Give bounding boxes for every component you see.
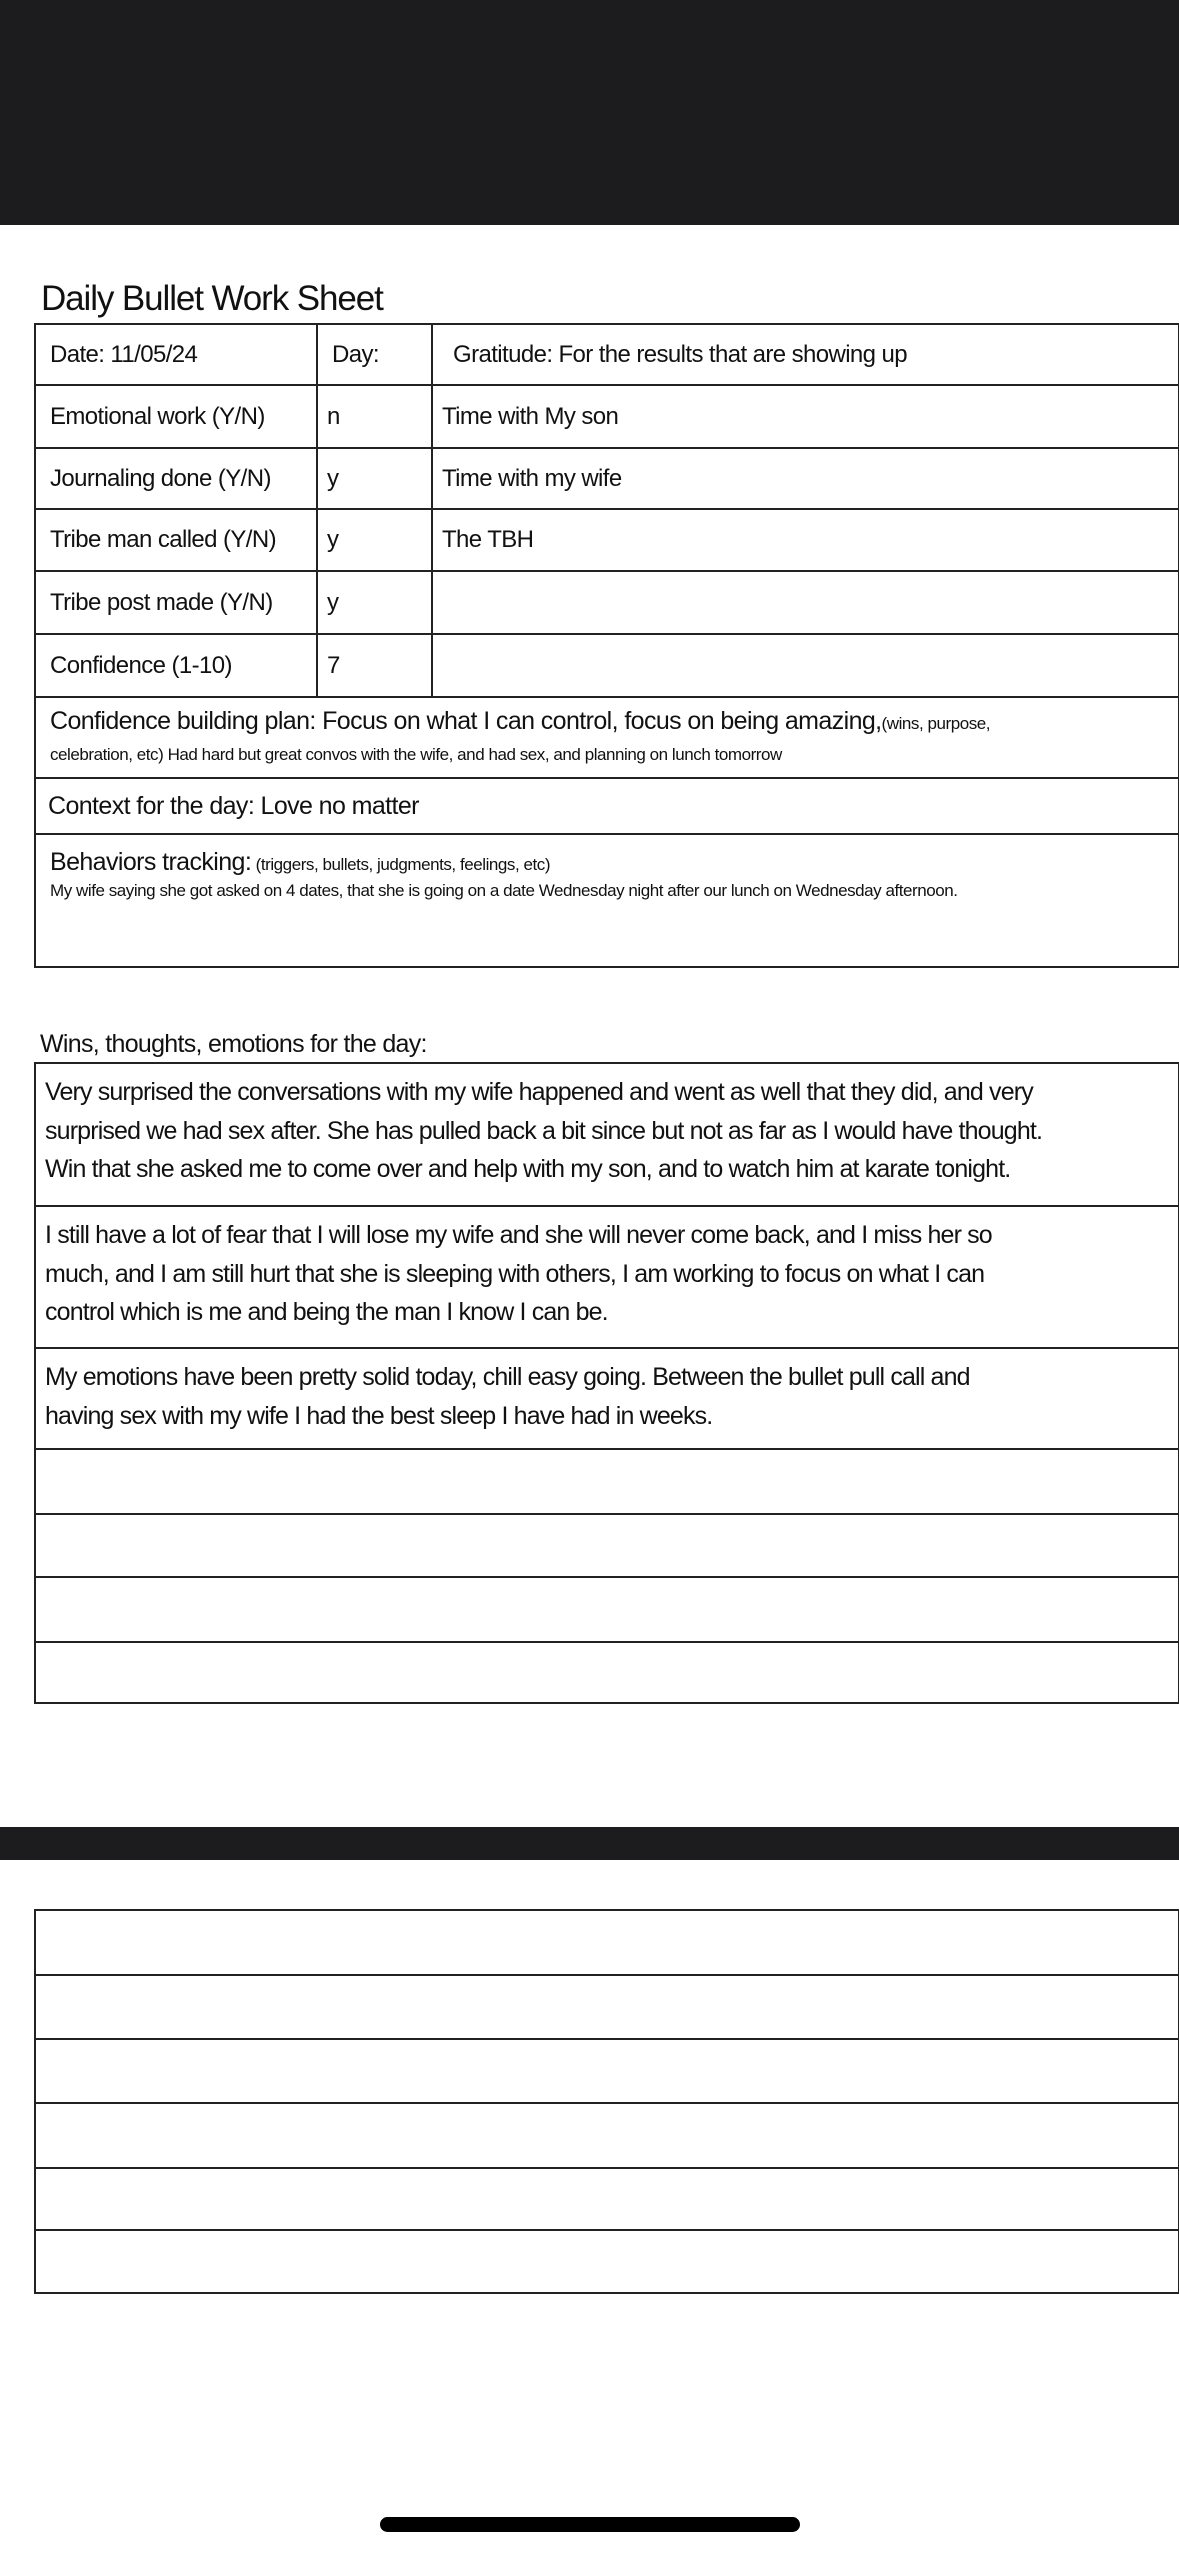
wins-entry-empty[interactable] — [36, 1576, 1178, 1641]
tracker-value[interactable]: n — [316, 386, 431, 447]
top-dark-bar — [0, 0, 1179, 225]
continuation-row[interactable] — [36, 1911, 1178, 1974]
gratitude-item[interactable] — [431, 572, 1178, 633]
behaviors-text: My wife saying she got asked on 4 dates, that she is going on a date Wednesday night after our lunch on Wednesday afternoon. — [50, 881, 958, 900]
behaviors-hint: (triggers, bullets, judgments, feelings, etc) — [255, 855, 551, 874]
header-row — [36, 325, 1178, 384]
wins-entry-line: Very surprised the conversations with my wife happened and went as well that they did, and very — [45, 1078, 1033, 1106]
confidence-plan-hint: (wins, purpose, — [881, 714, 991, 733]
behaviors-label: Behaviors tracking: — [50, 848, 252, 876]
tracker-row-journaling — [36, 447, 1178, 508]
confidence-plan-row[interactable] — [36, 696, 1178, 777]
context-row[interactable] — [36, 777, 1178, 833]
gratitude-item[interactable]: Time with my wife — [431, 449, 1178, 508]
tracker-value[interactable]: y — [316, 510, 431, 570]
tracker-row-tribe-post — [36, 570, 1178, 633]
confidence-plan-line1 — [50, 707, 990, 736]
tracker-row-confidence — [36, 633, 1178, 696]
tracker-value[interactable]: 7 — [316, 635, 431, 696]
wins-entry-line: control which is me and being the man I know I can be. — [45, 1298, 608, 1326]
page-break-bar — [0, 1827, 1179, 1860]
sheet-title: Daily Bullet Work Sheet — [41, 279, 383, 318]
continuation-row[interactable] — [36, 1974, 1178, 2038]
continuation-row[interactable] — [36, 2167, 1178, 2229]
tracker-table — [34, 323, 1179, 968]
day-cell[interactable]: Day: — [316, 325, 431, 384]
gratitude-header-cell[interactable]: Gratitude: For the results that are showing up — [431, 325, 1178, 384]
wins-entry[interactable] — [36, 1064, 1178, 1205]
confidence-plan-text: celebration, etc) Had hard but great convos with the wife, and had sex, and planning on lunch tomorrow — [50, 745, 782, 764]
tracker-row-emotional-work — [36, 384, 1178, 447]
tracker-label: Emotional work (Y/N) — [50, 402, 265, 430]
home-indicator[interactable] — [380, 2517, 800, 2532]
wins-entry-empty[interactable] — [36, 1641, 1178, 1702]
behaviors-row[interactable] — [36, 833, 1178, 970]
tracker-label: Tribe man called (Y/N) — [50, 526, 276, 553]
tracker-row-tribe-called — [36, 508, 1178, 570]
continuation-table — [34, 1909, 1179, 2294]
gratitude-item[interactable] — [431, 635, 1178, 696]
wins-entry-empty[interactable] — [36, 1513, 1178, 1576]
behaviors-heading — [50, 848, 550, 877]
wins-entry-line: surprised we had sex after. She has pulled back a bit since but not as far as I would have thought. — [45, 1117, 1043, 1145]
gratitude-item[interactable]: Time with My son — [431, 386, 1178, 447]
wins-entry-line: having sex with my wife I had the best sleep I have had in weeks. — [45, 1402, 713, 1430]
wins-entry-line: Win that she asked me to come over and help with my son, and to watch him at karate tonight. — [45, 1155, 1011, 1183]
tracker-label: Journaling done (Y/N) — [50, 464, 271, 492]
tracker-label: Confidence (1-10) — [50, 651, 232, 679]
wins-entry-empty[interactable] — [36, 1448, 1178, 1513]
wins-entry[interactable] — [36, 1347, 1178, 1448]
wins-entry-line: I still have a lot of fear that I will lose my wife and she will never come back, and I miss her so — [45, 1221, 992, 1249]
continuation-row[interactable] — [36, 2229, 1178, 2292]
wins-heading: Wins, thoughts, emotions for the day: — [40, 1030, 427, 1058]
continuation-row[interactable] — [36, 2038, 1178, 2102]
continuation-row[interactable] — [36, 2102, 1178, 2167]
wins-table — [34, 1062, 1179, 1704]
wins-entry-line: much, and I am still hurt that she is sleeping with others, I am working to focus on what I can — [45, 1260, 985, 1288]
wins-entry-line: My emotions have been pretty solid today, chill easy going. Between the bullet pull call and — [45, 1363, 970, 1391]
wins-entry[interactable] — [36, 1205, 1178, 1347]
tracker-label: Tribe post made (Y/N) — [50, 588, 273, 616]
context-text: Context for the day: Love no matter — [48, 792, 419, 820]
date-cell[interactable]: Date: 11/05/24 — [50, 340, 198, 368]
tracker-value[interactable]: y — [316, 572, 431, 633]
gratitude-item[interactable]: The TBH — [431, 510, 1178, 570]
tracker-value[interactable]: y — [316, 449, 431, 508]
confidence-plan-label: Confidence building plan: Focus on what I can control, focus on being amazing, — [50, 707, 882, 735]
